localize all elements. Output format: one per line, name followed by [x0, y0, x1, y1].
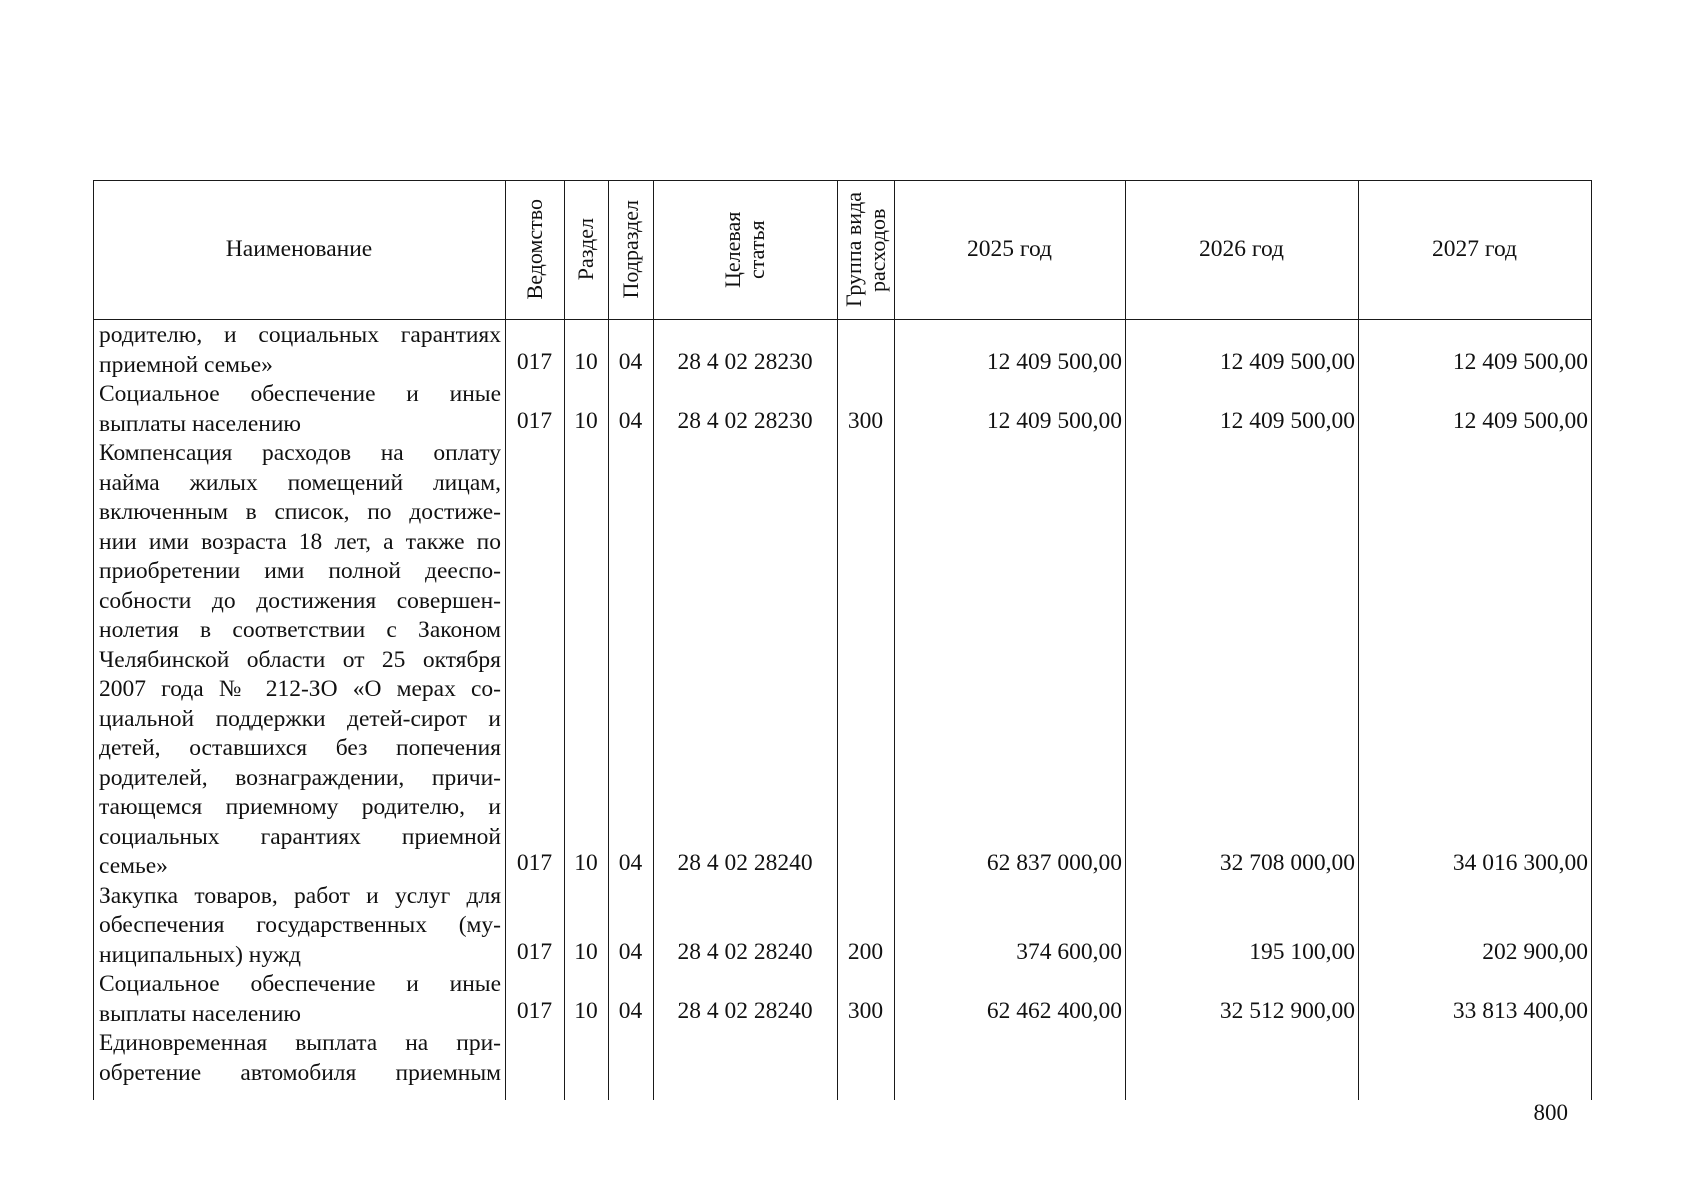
cell-expense-group: 300: [847, 407, 884, 434]
row-name-line: нолетия в соответствии с Законом: [99, 617, 501, 643]
cell-target-article: 28 4 02 28240: [677, 850, 813, 876]
row-name-line: приемной семье»: [99, 351, 273, 378]
row-name-line: выплаты населению: [99, 410, 301, 437]
header-2026: 2026 год: [1199, 236, 1284, 262]
cell-2025: 374 600,00: [1016, 938, 1122, 965]
cell-podrazdel: 04: [618, 938, 643, 965]
row-name-line: приобретении ими полной дееспо-: [99, 558, 501, 584]
row-name-line: Челябинской области от 25 октября: [99, 646, 501, 673]
cell-2027: 12 409 500,00: [1452, 407, 1588, 434]
row-name-line: родителей, вознаграждении, причи-: [99, 764, 501, 791]
cell-2025: 62 837 000,00: [986, 850, 1122, 876]
cell-2026: 195 100,00: [1249, 938, 1355, 965]
cell-target-article: 28 4 02 28240: [677, 938, 813, 965]
cell-vedomstvo: 017: [516, 348, 553, 375]
row-name-line: 2007 года № 212-ЗО «О мерах со-: [99, 676, 501, 702]
cell-razdel: 10: [574, 850, 598, 876]
header-expense-group: [837, 180, 894, 319]
cell-2027: 202 900,00: [1482, 938, 1588, 965]
row-name-line: выплаты населению: [99, 1000, 301, 1027]
row-name-line: детей, оставшихся без попечения: [99, 735, 501, 761]
cell-target-article: 28 4 02 28230: [677, 407, 813, 434]
cell-expense-group: 300: [847, 997, 884, 1024]
header-expense-group-text: Группа вида расходов: [840, 192, 890, 307]
cell-2026: 12 409 500,00: [1219, 348, 1355, 375]
cell-2025: 12 409 500,00: [986, 407, 1122, 434]
row-name-line: Социальное обеспечение и иные: [99, 971, 501, 997]
cell-2027: 12 409 500,00: [1452, 348, 1588, 375]
page-number: 800: [1533, 1100, 1568, 1125]
cell-vedomstvo: 017: [516, 850, 553, 876]
row-name-line: Закупка товаров, работ и услуг для: [99, 882, 501, 909]
row-name-line: найма жилых помещений лицам,: [99, 469, 501, 496]
header-razdel-text: Раздел: [573, 218, 598, 281]
row-name-line: тающемся приемному родителю, и: [99, 794, 501, 820]
row-name-line: родителю, и социальных гарантиях: [99, 322, 501, 348]
cell-2027: 34 016 300,00: [1452, 850, 1588, 876]
cell-2025: 12 409 500,00: [986, 348, 1122, 375]
cell-podrazdel: 04: [618, 407, 643, 434]
header-vedomstvo-text: Ведомство: [521, 199, 547, 300]
cell-2026: 32 708 000,00: [1219, 850, 1355, 876]
cell-razdel: 10: [574, 407, 598, 434]
row-name-line: ниципальных) нужд: [99, 941, 301, 968]
row-name-line: Компенсация расходов на оплату: [99, 440, 501, 466]
row-name-line: собности до достижения совершен-: [99, 587, 501, 614]
row-name-line: нии ими возраста 18 лет, а также по: [99, 528, 501, 555]
header-name: Наименование: [225, 236, 373, 262]
header-target-article-text: Целевая статья: [720, 211, 769, 288]
cell-podrazdel: 04: [618, 850, 643, 876]
row-name-line: семье»: [99, 853, 168, 879]
cell-vedomstvo: 017: [516, 997, 553, 1024]
row-name-line: обретение автомобиля приемным: [99, 1059, 501, 1086]
row-name-line: обеспечения государственных (му-: [99, 912, 501, 938]
column-divider: [1591, 180, 1592, 1100]
header-target-article: [653, 180, 837, 319]
cell-expense-group: 200: [847, 938, 884, 965]
header-podrazdel: [608, 180, 653, 319]
header-vedomstvo: [505, 180, 564, 319]
cell-podrazdel: 04: [618, 348, 643, 375]
cell-podrazdel: 04: [618, 997, 643, 1024]
cell-target-article: 28 4 02 28240: [677, 997, 813, 1024]
cell-razdel: 10: [574, 997, 598, 1024]
row-name-line: включенным в список, по достиже-: [99, 499, 501, 525]
cell-2025: 62 462 400,00: [986, 997, 1122, 1024]
header-podrazdel-text: Подраздел: [617, 200, 643, 299]
header-razdel: [564, 180, 608, 319]
header-2027: 2027 год: [1432, 236, 1517, 262]
row-name-line: Социальное обеспечение и иные: [99, 381, 501, 407]
cell-vedomstvo: 017: [516, 938, 553, 965]
cell-razdel: 10: [574, 348, 598, 375]
row-name-line: социальных гарантиях приемной: [99, 823, 501, 850]
cell-2027: 33 813 400,00: [1452, 997, 1588, 1024]
cell-vedomstvo: 017: [516, 407, 553, 434]
cell-target-article: 28 4 02 28230: [677, 348, 813, 375]
header-2025: 2025 год: [967, 236, 1052, 262]
cell-razdel: 10: [574, 938, 598, 965]
row-name-line: циальной поддержки детей-сирот и: [99, 705, 501, 732]
row-name-line: Единовременная выплата на при-: [99, 1030, 501, 1056]
cell-2026: 32 512 900,00: [1219, 997, 1355, 1024]
cell-2026: 12 409 500,00: [1219, 407, 1355, 434]
